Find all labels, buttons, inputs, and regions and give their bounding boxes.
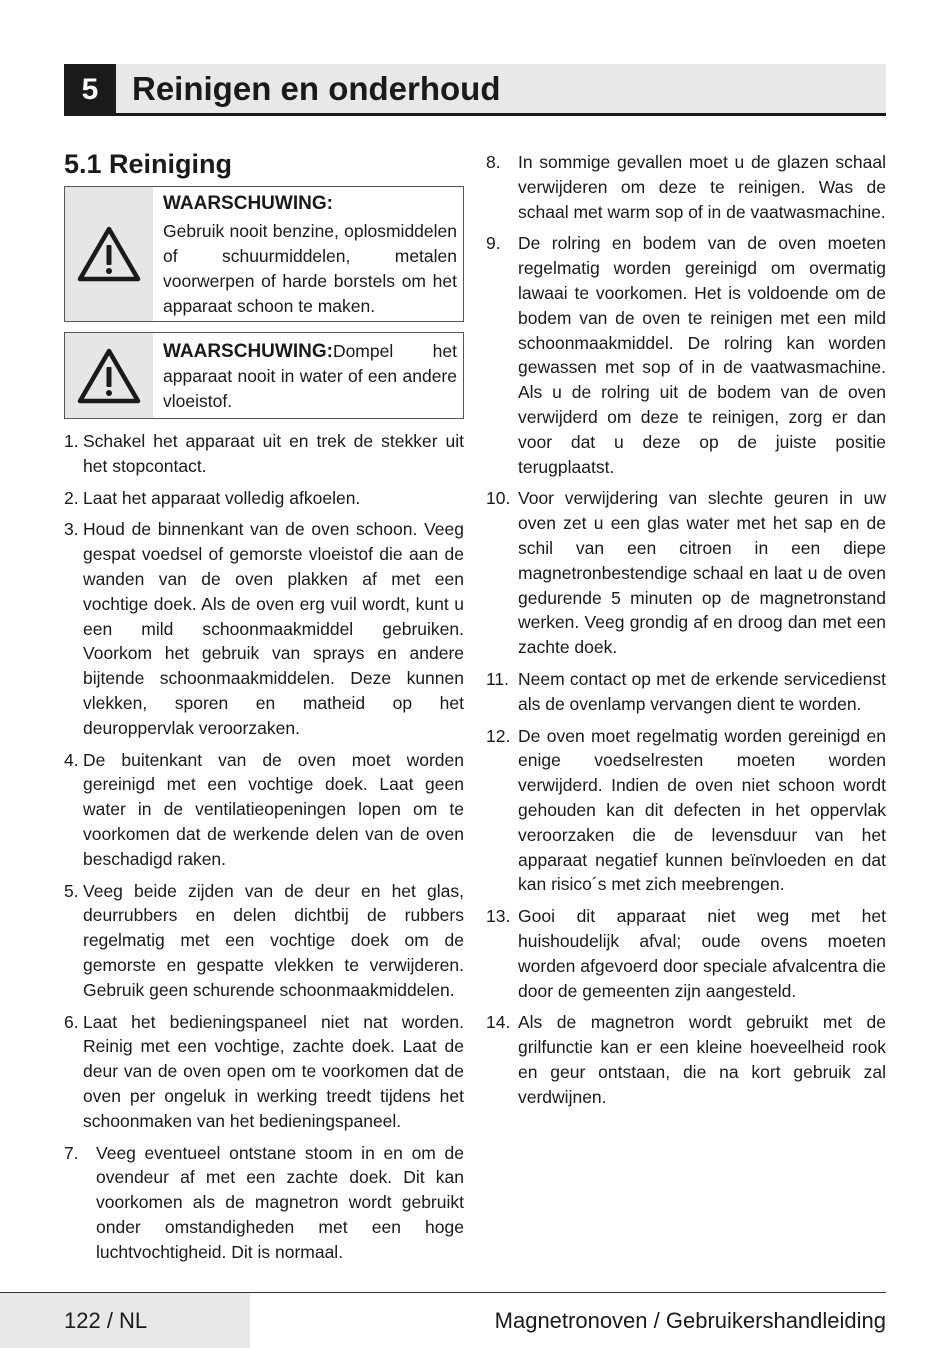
list-item [64, 1141, 464, 1265]
list-item [486, 1010, 886, 1109]
section-title: 5.1 Reiniging [64, 149, 233, 179]
item-number: 6. [64, 1011, 79, 1032]
list-item [64, 486, 464, 511]
chapter-number: 5 [64, 64, 116, 116]
item-text: Laat het bedieningspaneel niet nat worden. Reinig met een vochtige, zachte doek. Laat de deur van de oven open om te voorkomen dat de oven per ongeluk in werking treedt tijdens het schoonmaken van het bedieningspaneel. [83, 1011, 464, 1131]
item-number: 12. [486, 725, 511, 746]
item-number: 11. [486, 668, 510, 689]
warning-body: Dompel het apparaat nooit in water of een andere vloeistof. [163, 341, 457, 411]
chapter-header [64, 64, 886, 116]
warning-triangle-icon [76, 347, 142, 405]
item-number: 1. [64, 431, 79, 451]
warning-box-1 [64, 186, 464, 322]
item-text: De oven moet regelmatig worden gereinigd en enige voedselresten moeten worden verwijderd. Indien de oven niet schoon wordt gehouden kan dit defecten in het oppervlak veroorzaken die de levensduur van het apparaat negatief kunnen beïnvloeden en dat kan risico´s met zich meebrengen. [518, 725, 886, 895]
item-text: Schakel het apparaat uit en trek de stekker uit het stopcontact. [83, 431, 464, 476]
item-number: 5. [64, 880, 79, 901]
item-number: 4. [64, 749, 79, 770]
warning-text-2 [163, 333, 463, 418]
item-text: In sommige gevallen moet u de glazen schaal verwijderen om deze te reinigen. Was de schaal met warm sop of in de vaatwasmachine. [518, 152, 886, 222]
warning-text-1 [163, 187, 463, 321]
footer-page-number: 122 / NL [0, 1293, 250, 1348]
item-number: 14. [486, 1012, 511, 1033]
list-item [486, 667, 886, 717]
item-text: Veeg beide zijden van de deur en het glas, deurrubbers en delen dichtbij de rubbers regelmatig met een vochtige doek om de gemorste en gespatte vlekken te verwijderen. Gebruik geen schurende schoonmaakmiddelen. [83, 880, 464, 1000]
list-item [64, 429, 464, 479]
item-text: Houd de binnenkant van de oven schoon. Veeg gespat voedsel of gemorste vloeistof die aan de wanden van de oven plakken af met een vochtige doek. Als de oven erg vuil wordt, kunt u een mild schoonmaakmiddel gebruiken. Voorkom het gebruik van sprays en andere bijtende schoonmaakmiddelen. Deze kunnen vlekken, sporen en matheid op het deuroppervlak veroorzaken. [83, 519, 464, 738]
item-text: Als de magnetron wordt gebruikt met de grilfunctie kan er een kleine hoeveelheid rook en geur ontstaan, die na kort gebruik zal verdwijnen. [518, 1012, 886, 1107]
item-number: 9. [486, 233, 501, 254]
item-number: 13. [486, 906, 511, 927]
list-item [486, 724, 886, 898]
list-item [64, 1010, 464, 1134]
warning-label: WAARSCHUWING: [163, 193, 333, 214]
warning-triangle-icon [76, 225, 142, 283]
item-text: De buitenkant van de oven moet worden gereinigd met een vochtige doek. Laat geen water in de ventilatieopeningen lopen om te voorkomen dat de werkende delen van de oven beschadigd raken. [83, 749, 464, 869]
list-item [486, 904, 886, 1003]
warning-box-2 [64, 332, 464, 419]
item-text: Veeg eventueel ontstane stoom in en om de ovendeur af met een zachte doek. Dit kan voorkomen als de magnetron wordt gebruikt onder omstandigheden met een hoge luchtvochtigheid. Dit is normaal. [96, 1142, 464, 1262]
item-text: Neem contact op met de erkende servicedienst als de ovenlamp vervangen dient te worden. [518, 668, 886, 714]
list-item [486, 486, 886, 660]
list-item [486, 231, 886, 479]
item-number: 2. [64, 487, 79, 508]
right-column [486, 150, 886, 1116]
item-number: 8. [486, 152, 501, 172]
item-number: 7. [64, 1142, 79, 1163]
item-number: 10. [486, 488, 511, 509]
warning-body: Gebruik nooit benzine, oplosmiddelen of schuurmiddelen, metalen voorwerpen of harde borstels om het apparaat schoon te maken. [163, 221, 457, 316]
item-text: Laat het apparaat volledig afkoelen. [83, 487, 361, 508]
footer-document-title: Magnetronoven / Gebruikershandleiding [494, 1308, 886, 1333]
list-item [64, 517, 464, 740]
list-item [64, 748, 464, 872]
list-item [486, 150, 886, 224]
item-number: 3. [64, 519, 79, 540]
warning-label: WAARSCHUWING: [163, 341, 333, 362]
warning-icon-cell [65, 333, 153, 418]
warning-icon-cell [65, 187, 153, 321]
left-column [64, 146, 464, 1272]
list-item [64, 879, 464, 1003]
item-text: De rolring en bodem van de oven moeten regelmatig worden gereinigd om overmatig lawaai te voorkomen. Het is voldoende om de bodem van de oven te reinigen met een mild schoonmaakmiddel. De rolring kan worden gewassen met sop of in de vaatwasmachine. Als u de rolring uit de bodem van de oven verwijderd om deze te reinigen, zorg er dan voor dat u deze op de juiste positie terugplaatst. [518, 233, 886, 477]
chapter-title: Reinigen en onderhoud [132, 70, 501, 107]
item-text: Voor verwijdering van slechte geuren in uw oven zet u een glas water met het sap en de schil van een citroen in een diepe magnetronbestendige schaal en laat u de oven gedurende 5 minuten op de magnetronstand werken. Veeg grondig af en droog dan met een zachte doek. [518, 488, 886, 658]
item-text: Gooi dit apparaat niet weg met het huishoudelijk afval; oude ovens moeten worden afgevoerd door speciale afvalcentra die door de gemeenten zijn aangesteld. [518, 906, 886, 1001]
